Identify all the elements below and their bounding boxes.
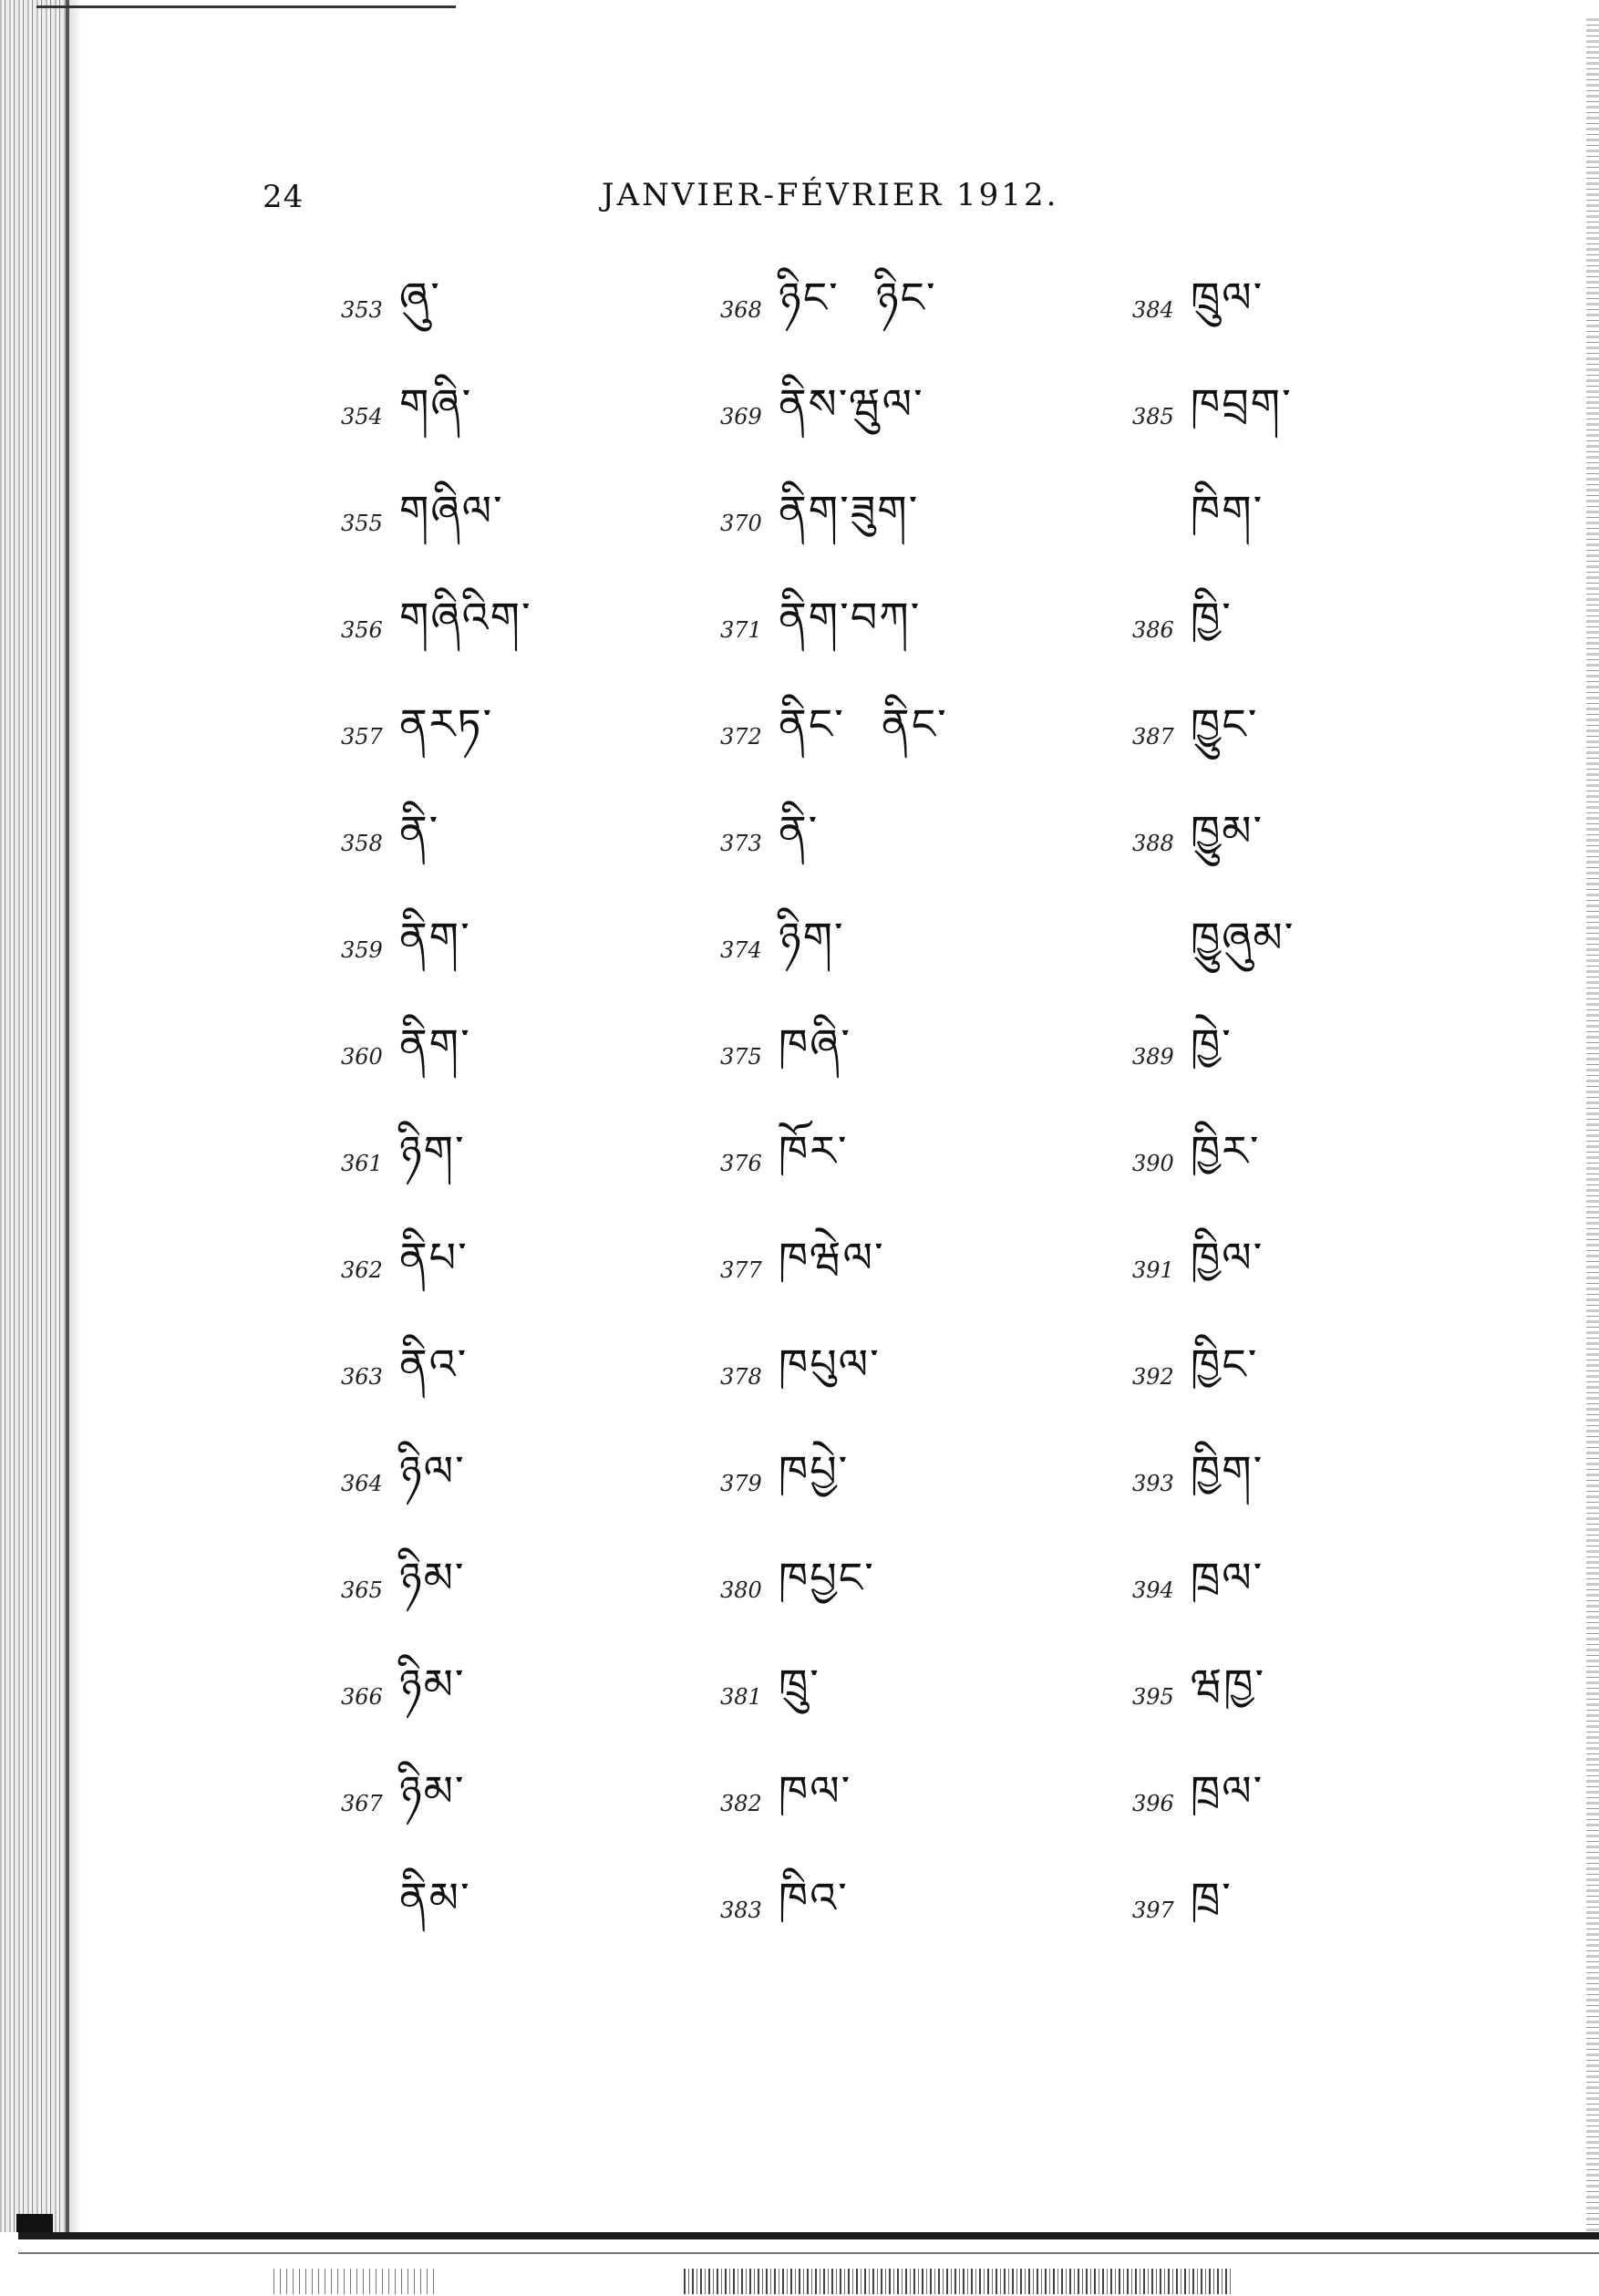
entry-row bbox=[1132, 487, 1264, 560]
entry-row bbox=[1132, 1660, 1265, 1733]
entry-number: 388 bbox=[1132, 831, 1174, 856]
entry-row bbox=[720, 1874, 849, 1947]
tibetan-word: ཉིམ་ bbox=[399, 1552, 466, 1602]
tibetan-word: ཞུ་ bbox=[399, 272, 441, 322]
tibetan-word: ཝཁྱ་ bbox=[1191, 1659, 1266, 1709]
entry-row bbox=[341, 700, 493, 773]
entry-row bbox=[720, 1234, 885, 1307]
entry-row bbox=[720, 380, 924, 453]
entry-row bbox=[1132, 1874, 1233, 1947]
entry-number: 385 bbox=[1132, 404, 1174, 429]
entry-number: 368 bbox=[720, 297, 762, 323]
entry-row bbox=[720, 914, 845, 987]
tibetan-word: ནི་ bbox=[779, 805, 820, 855]
tibetan-word: གཞི་ bbox=[399, 378, 473, 429]
entry-row bbox=[1132, 380, 1293, 453]
entry-number: 357 bbox=[341, 724, 383, 750]
tibetan-word: ནིམ་ bbox=[399, 1872, 471, 1922]
tibetan-word: ཁིག་ bbox=[1191, 485, 1264, 535]
entry-number: 394 bbox=[1132, 1577, 1174, 1603]
tibetan-word: ཁྲུ་ bbox=[779, 1659, 820, 1709]
entry-row bbox=[720, 594, 921, 667]
entry-row bbox=[341, 274, 441, 346]
entry-row bbox=[1132, 1447, 1264, 1520]
right-page-edge bbox=[1586, 18, 1599, 2243]
entry-number: 378 bbox=[720, 1364, 762, 1390]
tibetan-word: ཉིང་ bbox=[779, 272, 840, 322]
tibetan-word: ཁྲལ་ bbox=[1191, 1765, 1264, 1815]
entry-number: 354 bbox=[341, 404, 383, 429]
tibetan-word: ཁལ་ bbox=[779, 1765, 852, 1815]
entry-row bbox=[341, 1660, 466, 1733]
entry-number: 353 bbox=[341, 297, 383, 323]
entry-row bbox=[341, 487, 504, 560]
entry-number: 360 bbox=[341, 1044, 383, 1070]
entry-number: 370 bbox=[720, 511, 762, 536]
entry-row bbox=[341, 1340, 468, 1413]
entry-number: 361 bbox=[341, 1151, 383, 1176]
entry-row bbox=[341, 1767, 466, 1840]
entry-number: 364 bbox=[341, 1471, 383, 1496]
tibetan-word: ནིག་ཟུག་ bbox=[779, 485, 920, 535]
tibetan-word: ཁྱིལ་ bbox=[1191, 1232, 1264, 1282]
tibetan-word: ཁཞི་ bbox=[779, 1019, 852, 1069]
entry-row bbox=[720, 1660, 820, 1733]
entry-number: 392 bbox=[1132, 1364, 1174, 1390]
entry-number: 375 bbox=[720, 1044, 762, 1070]
tibetan-word-variant: ཉིང་ bbox=[875, 272, 937, 322]
tibetan-word: ཁིའ་ bbox=[779, 1872, 849, 1922]
entry-row bbox=[341, 594, 532, 667]
tibetan-word: ནིང་ bbox=[779, 698, 845, 749]
tibetan-word: ཉིམ་ bbox=[399, 1765, 466, 1815]
entry-number: 382 bbox=[720, 1791, 762, 1816]
entry-number: 358 bbox=[341, 831, 383, 856]
scan-bottom-band bbox=[0, 2232, 1599, 2296]
entry-row bbox=[720, 1554, 875, 1627]
top-rule bbox=[36, 5, 456, 8]
tibetan-word: ཁྲལ་ bbox=[1191, 1552, 1264, 1602]
bottom-rule bbox=[18, 2232, 1599, 2239]
entry-number: 366 bbox=[341, 1684, 383, 1710]
tibetan-word: ནིཔ་ bbox=[399, 1232, 469, 1282]
entry-row bbox=[341, 914, 471, 987]
running-head: JANVIER-FÉVRIER 1912. bbox=[602, 177, 1059, 213]
entry-number: 365 bbox=[341, 1577, 383, 1603]
entry-row bbox=[1132, 1340, 1258, 1413]
entry-row bbox=[720, 487, 919, 560]
entry-number: 390 bbox=[1132, 1151, 1174, 1176]
tibetan-word: ནིའ་ bbox=[399, 1339, 469, 1389]
entry-row bbox=[720, 274, 937, 346]
tibetan-word: ཁཔུལ་ bbox=[779, 1339, 881, 1389]
tibetan-word: ཉིག་ bbox=[399, 1125, 466, 1175]
entry-number: 396 bbox=[1132, 1791, 1174, 1816]
entry-number: 362 bbox=[341, 1257, 383, 1283]
entry-row bbox=[1132, 700, 1258, 773]
tibetan-word: ཁཔྱང་ bbox=[779, 1552, 875, 1602]
entry-number: 372 bbox=[720, 724, 762, 750]
entry-row bbox=[720, 1447, 849, 1520]
tibetan-word: ཁྱེ་ bbox=[1191, 1019, 1233, 1069]
entry-number: 391 bbox=[1132, 1257, 1174, 1283]
entry-row bbox=[1132, 807, 1264, 880]
entry-row bbox=[720, 1340, 881, 1413]
tibetan-word: གཞིའིག་ bbox=[399, 592, 532, 642]
tibetan-word: ཁཔྱེ་ bbox=[779, 1445, 850, 1495]
entry-row bbox=[720, 807, 819, 880]
book-binding-edge bbox=[0, 0, 69, 2243]
tibetan-word-variant: ནིང་ bbox=[881, 698, 948, 749]
bottom-thin-rule bbox=[18, 2252, 1599, 2254]
tibetan-word: ཁྱུང་ bbox=[1191, 698, 1259, 749]
entry-row bbox=[720, 1127, 849, 1200]
entry-row bbox=[720, 700, 948, 773]
entry-number: 383 bbox=[720, 1898, 762, 1923]
entry-row bbox=[1132, 1020, 1233, 1093]
tibetan-word: ཉིག་ bbox=[779, 912, 845, 962]
entry-number: 363 bbox=[341, 1364, 383, 1390]
entry-row bbox=[1132, 594, 1233, 667]
tibetan-word: ཁྱི་ bbox=[1191, 592, 1233, 642]
entry-number: 373 bbox=[720, 831, 762, 856]
entry-row bbox=[341, 1874, 471, 1947]
entry-row bbox=[341, 380, 472, 453]
tibetan-word: ཁྱུམ་ bbox=[1191, 805, 1264, 855]
entry-row bbox=[720, 1020, 851, 1093]
entry-number: 393 bbox=[1132, 1471, 1174, 1496]
tibetan-word: གཞིལ་ bbox=[399, 485, 504, 535]
scan-barcode-strip bbox=[684, 2269, 1231, 2294]
entry-number: 386 bbox=[1132, 617, 1174, 643]
entry-row bbox=[1132, 1767, 1264, 1840]
tibetan-word: ནིག་བཀ་ bbox=[779, 592, 922, 642]
tibetan-word: ཁྲ་ bbox=[1191, 1872, 1233, 1922]
entry-number: 381 bbox=[720, 1684, 762, 1710]
entry-number: 395 bbox=[1132, 1684, 1174, 1710]
entry-row bbox=[1132, 1234, 1264, 1307]
entry-number: 389 bbox=[1132, 1044, 1174, 1070]
entry-number: 374 bbox=[720, 937, 762, 963]
tibetan-word: ནིག་ bbox=[399, 1019, 471, 1069]
entry-row bbox=[341, 1447, 466, 1520]
tibetan-word: ཉིལ་ bbox=[399, 1445, 466, 1495]
entry-number: 369 bbox=[720, 404, 762, 429]
entry-number: 380 bbox=[720, 1577, 762, 1603]
entry-row bbox=[1132, 914, 1295, 987]
tibetan-word: ནིག་ bbox=[399, 912, 471, 962]
entry-row bbox=[720, 1767, 851, 1840]
entry-row bbox=[341, 1554, 466, 1627]
tibetan-word: ཁྱུཞུམ་ bbox=[1191, 912, 1295, 962]
entry-number: 376 bbox=[720, 1151, 762, 1176]
entry-number: 355 bbox=[341, 511, 383, 536]
entry-number: 397 bbox=[1132, 1898, 1174, 1923]
entry-number: 359 bbox=[341, 937, 383, 963]
entry-row bbox=[341, 1020, 471, 1093]
entry-row bbox=[1132, 1554, 1264, 1627]
tibetan-word: ཁོར་ bbox=[779, 1125, 849, 1175]
entry-row bbox=[1132, 1127, 1261, 1200]
entry-number: 371 bbox=[720, 617, 762, 643]
entry-row bbox=[341, 1127, 466, 1200]
tibetan-word: ནིས་ཝུལ་ bbox=[779, 378, 924, 429]
entry-row bbox=[341, 807, 439, 880]
tibetan-word: ཁཝེལ་ bbox=[779, 1232, 885, 1282]
tibetan-word: ཁྲུལ་ bbox=[1191, 272, 1264, 322]
entry-row bbox=[341, 1234, 469, 1307]
entry-number: 356 bbox=[341, 617, 383, 643]
tibetan-word: ཁབྲག་ bbox=[1191, 378, 1293, 429]
tibetan-word: ཁྱིར་ bbox=[1191, 1125, 1261, 1175]
entry-number: 377 bbox=[720, 1257, 762, 1283]
entry-number: 384 bbox=[1132, 297, 1174, 323]
entry-row bbox=[1132, 274, 1264, 346]
tibetan-word: ཉིམ་ bbox=[399, 1659, 466, 1709]
entry-number: 367 bbox=[341, 1791, 383, 1816]
entry-number: 379 bbox=[720, 1471, 762, 1496]
tibetan-word: ནརཏ་ bbox=[399, 698, 494, 749]
scan-noise-bars bbox=[273, 2269, 438, 2294]
tibetan-word: ཁྱིག་ bbox=[1191, 1445, 1264, 1495]
tibetan-word: ནི་ bbox=[399, 805, 440, 855]
page-number: 24 bbox=[263, 179, 304, 215]
tibetan-word: ཁྱིང་ bbox=[1191, 1339, 1259, 1389]
entry-number: 387 bbox=[1132, 724, 1174, 750]
